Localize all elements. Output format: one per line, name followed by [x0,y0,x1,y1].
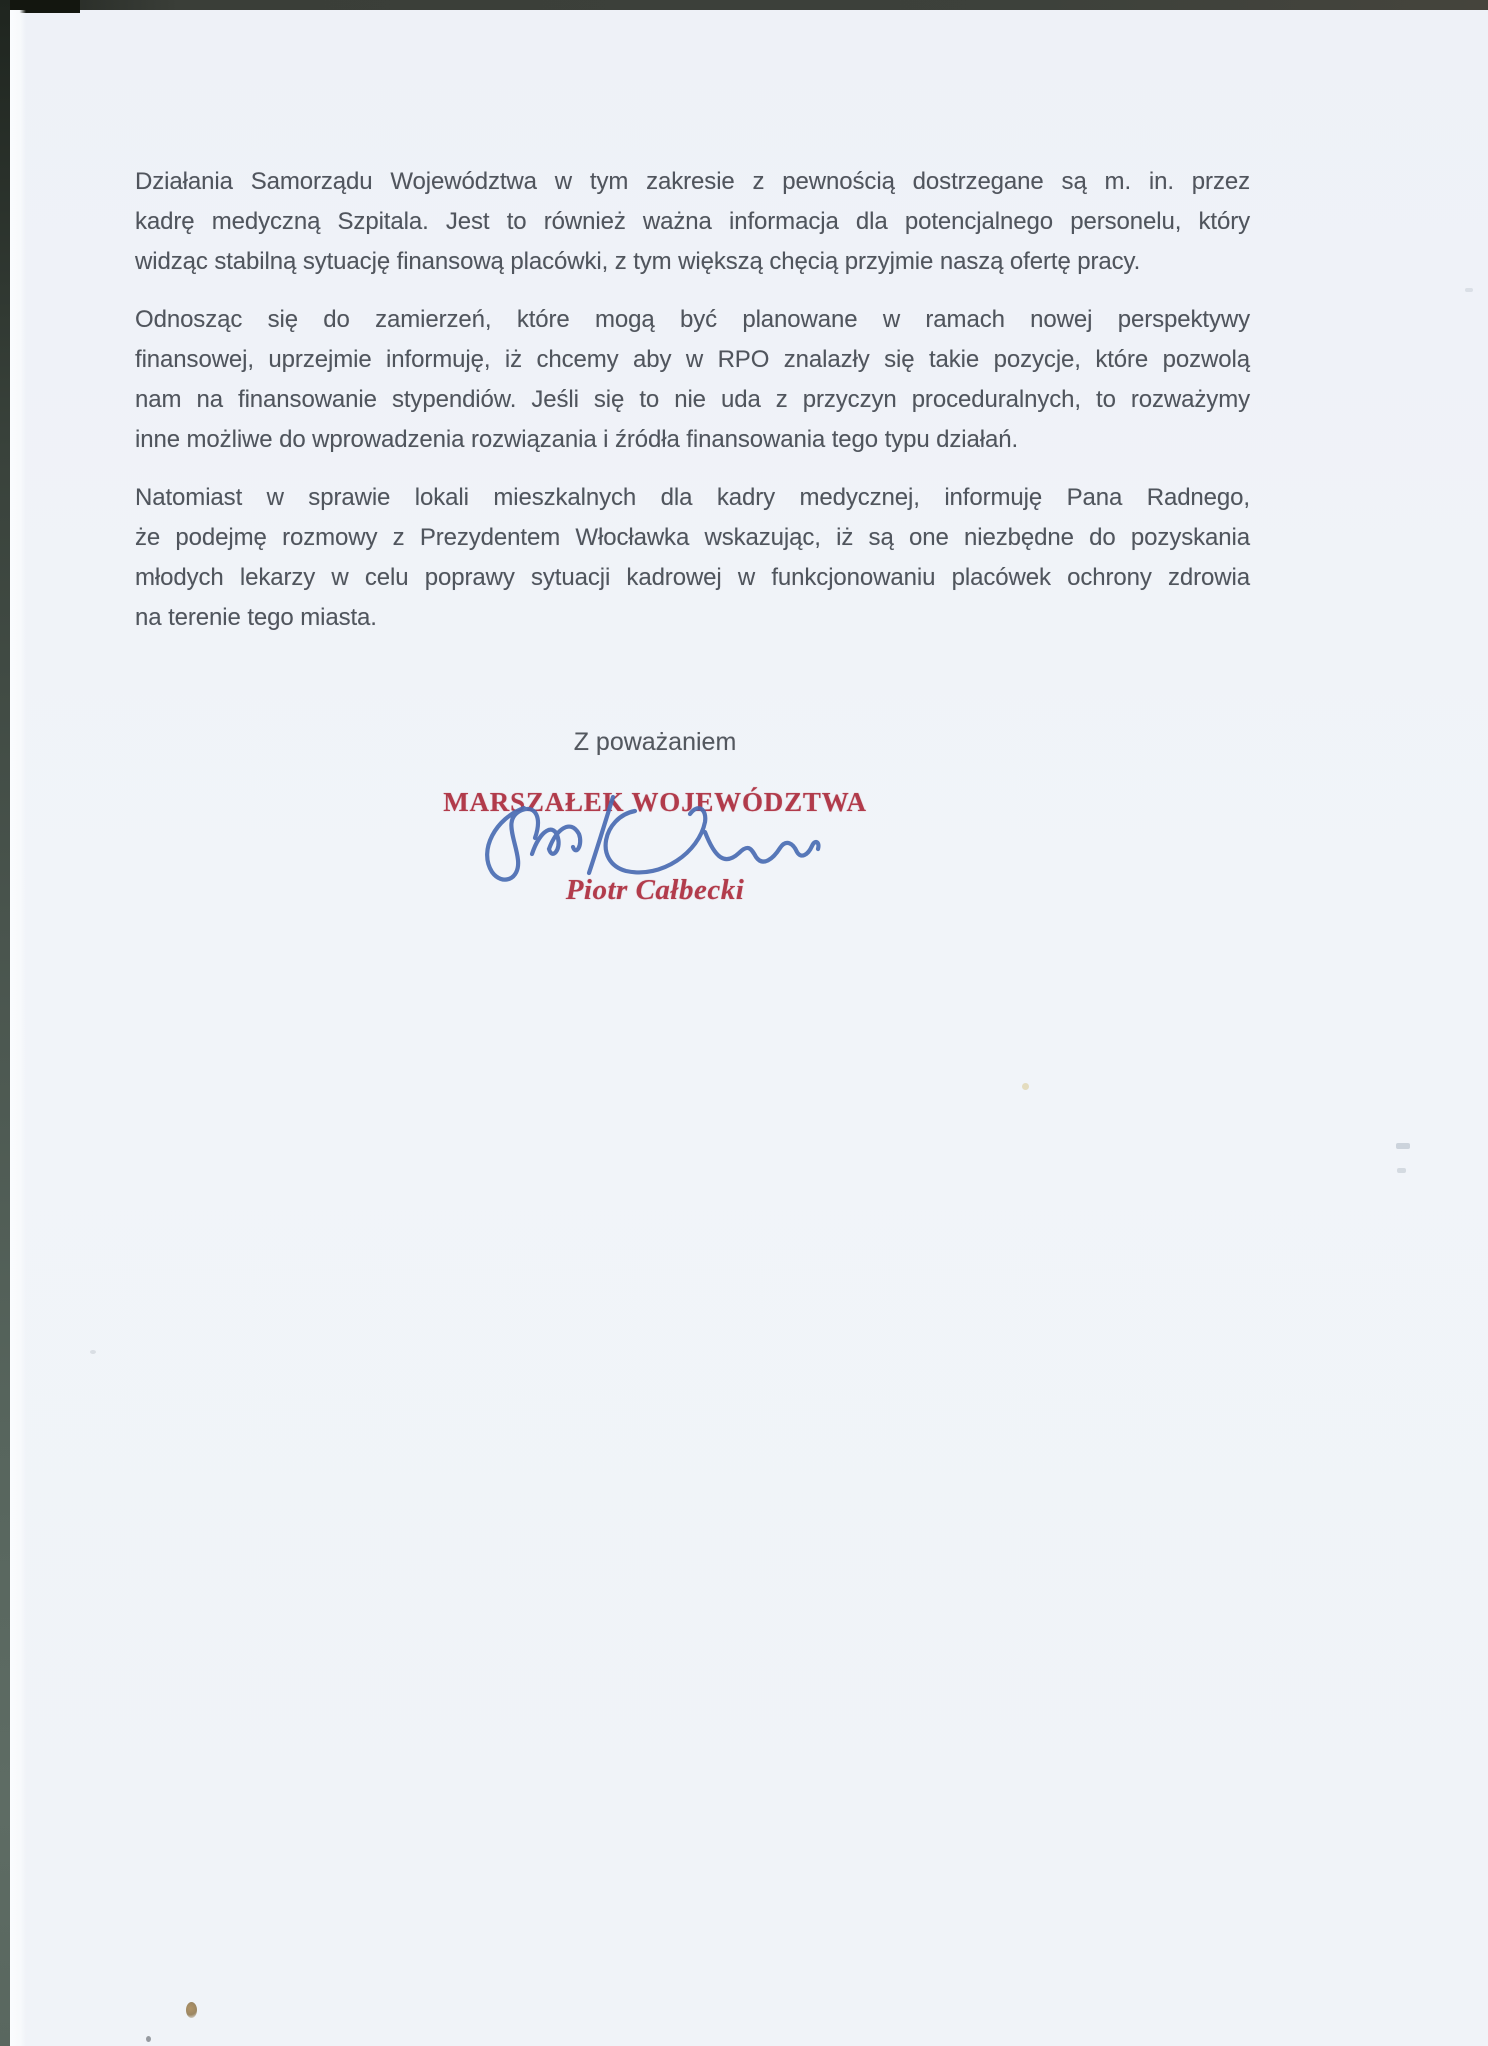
scan-top-edge [0,0,1488,10]
letter-line: kadrę medyczną Szpitala. Jest to również ważna informacja dla potencjalnego personelu, który [135,208,1250,235]
signature-name: Piotr Całbecki [565,874,745,906]
letter-line: Odnosząc się do zamierzeń, które mogą być planowane w ramach nowej perspektywy [135,306,1250,333]
scan-speck [1396,1143,1410,1149]
scan-speck [1465,288,1473,292]
stamp-title: MARSZAŁEK WOJEWÓDZTWA [443,787,867,817]
letter-line: nam na finansowanie stypendiów. Jeśli się to nie uda z przyczyn proceduralnych, to rozważymy [135,386,1250,413]
scan-left-edge [0,0,10,2046]
letter-line: Działania Samorządu Województwa w tym zakresie z pewnością dostrzegane są m. in. przez [135,168,1250,195]
letter-line: finansowej, uprzejmie informuję, iż chcemy aby w RPO znalazły się takie pozycje, które pozwolą [135,346,1250,373]
letter-line: Natomiast w sprawie lokali mieszkalnych dla kadry medycznej, informuję Pana Radnego, [135,484,1250,511]
letter-line: inne możliwe do wprowadzenia rozwiązania i źródła finansowania tego typu działań. [135,426,1019,453]
scan-speck [186,2002,197,2018]
scan-speck [90,1350,96,1354]
scan-speck [1022,1083,1029,1090]
letter-line: widząc stabilną sytuację finansową placówki, z tym większą chęcią przyjmie naszą ofertę pracy. [135,248,1141,275]
letter-paragraph [135,478,1250,638]
closing-salutation: Z poważaniem [573,728,737,756]
scan-speck [1397,1168,1406,1173]
letter-line: młodych lekarzy w celu poprawy sytuacji kadrowej w funkcjonowaniu placówek ochrony zdrowia [135,564,1250,591]
letter-line: na terenie tego miasta. [135,604,377,631]
letter-paragraph [135,162,1250,282]
scan-speck [146,2036,151,2042]
letter-paragraph [135,300,1250,460]
letter-line: że podejmę rozmowy z Prezydentem Włocławka wskazując, iż są one niezbędne do pozyskania [135,524,1250,551]
paper-edge-highlight [10,10,26,2046]
